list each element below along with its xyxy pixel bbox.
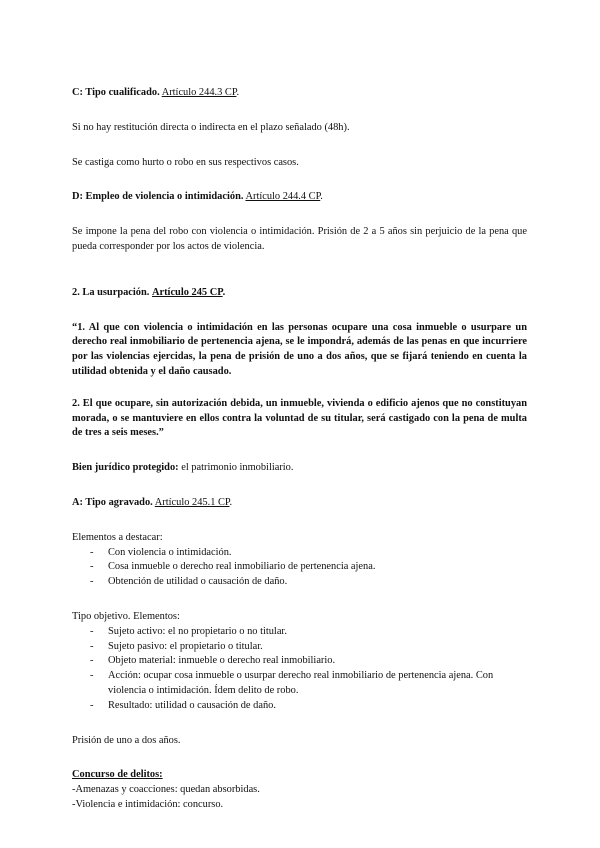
- paragraph: Si no hay restitución directa o indirecta en el plazo señalado (48h).: [72, 121, 350, 133]
- list-item: - Resultado: utilidad o causación de daño.: [72, 699, 527, 714]
- heading-empleo-violencia: D: Empleo de violencia o intimidación. Artículo 244.4 CP.: [72, 191, 323, 203]
- heading-tipo-cualificado: C: Tipo cualificado. Artículo 244.3 CP.: [72, 87, 240, 98]
- list-intro: Tipo objetivo. Elementos:: [72, 610, 180, 622]
- legal-quote-2: 2. El que ocupare, sin autorización debida, un inmueble, vivienda o edificio ajenos que no constituyan morada, o se mantuviere en ellos contra la voluntad de su titular, será castigado con la pena de multa de tres a seis meses.”: [72, 397, 527, 439]
- tipo-objetivo-list: [72, 625, 527, 714]
- list-item: - Obtención de utilidad o causación de daño.: [72, 575, 527, 590]
- list-item: - Cosa inmueble o derecho real inmobiliario de pertenencia ajena.: [72, 560, 527, 575]
- concurso-line: -Amenazas y coacciones: quedan absorbidas.: [72, 784, 260, 796]
- list-intro: Elementos a destacar:: [72, 531, 163, 543]
- paragraph: Se castiga como hurto o robo en sus respectivos casos.: [72, 156, 299, 168]
- heading-usurpacion: 2. La usurpación. Artículo 245 CP.: [72, 286, 226, 298]
- heading-tipo-agravado: A: Tipo agravado. Artículo 245.1 CP.: [72, 496, 233, 508]
- paragraph: Se impone la pena del robo con violencia o intimidación. Prisión de 2 a 5 años sin perjuicio de la pena que pueda corresponder por los actos de violencia.: [72, 226, 527, 252]
- elementos-list: [72, 546, 527, 590]
- list-item: - Con violencia o intimidación.: [72, 546, 527, 561]
- list-item: - Sujeto activo: el no propietario o no titular.: [72, 625, 527, 640]
- paragraph: Prisión de uno a dos años.: [72, 734, 181, 746]
- list-item: - Objeto material: inmueble o derecho real inmobiliario.: [72, 654, 527, 669]
- article-reference: Artículo 244.4 CP: [245, 191, 321, 203]
- legal-quote-1: “1. Al que con violencia o intimidación en las personas ocupare una cosa inmueble o usurpare un derecho real inmobiliario de pertenencia ajena, se le impondrá, además de las penas en que incurriere por las violencias ejercidas, la pena de prisión de uno a dos años, que se fijará teniendo en cuenta la utilidad obtenida y el daño causado.: [72, 321, 527, 377]
- heading-concurso: Concurso de delitos:: [72, 769, 163, 781]
- bien-juridico: Bien jurídico protegido: el patrimonio inmobiliario.: [72, 462, 294, 474]
- concurso-line: -Violencia e intimidación: concurso.: [72, 798, 224, 810]
- article-reference: Artículo 244.3 CP: [161, 87, 237, 98]
- article-reference: Artículo 245.1 CP: [154, 496, 230, 508]
- article-reference: Artículo 245 CP: [151, 286, 223, 298]
- document-page: [72, 86, 527, 813]
- list-item: - Sujeto pasivo: el propietario o titular.: [72, 640, 527, 655]
- list-item: - Acción: ocupar cosa inmueble o usurpar derecho real inmobiliario de pertenencia ajena. Con violencia o intimidación. Ídem delito de robo.: [72, 669, 527, 699]
